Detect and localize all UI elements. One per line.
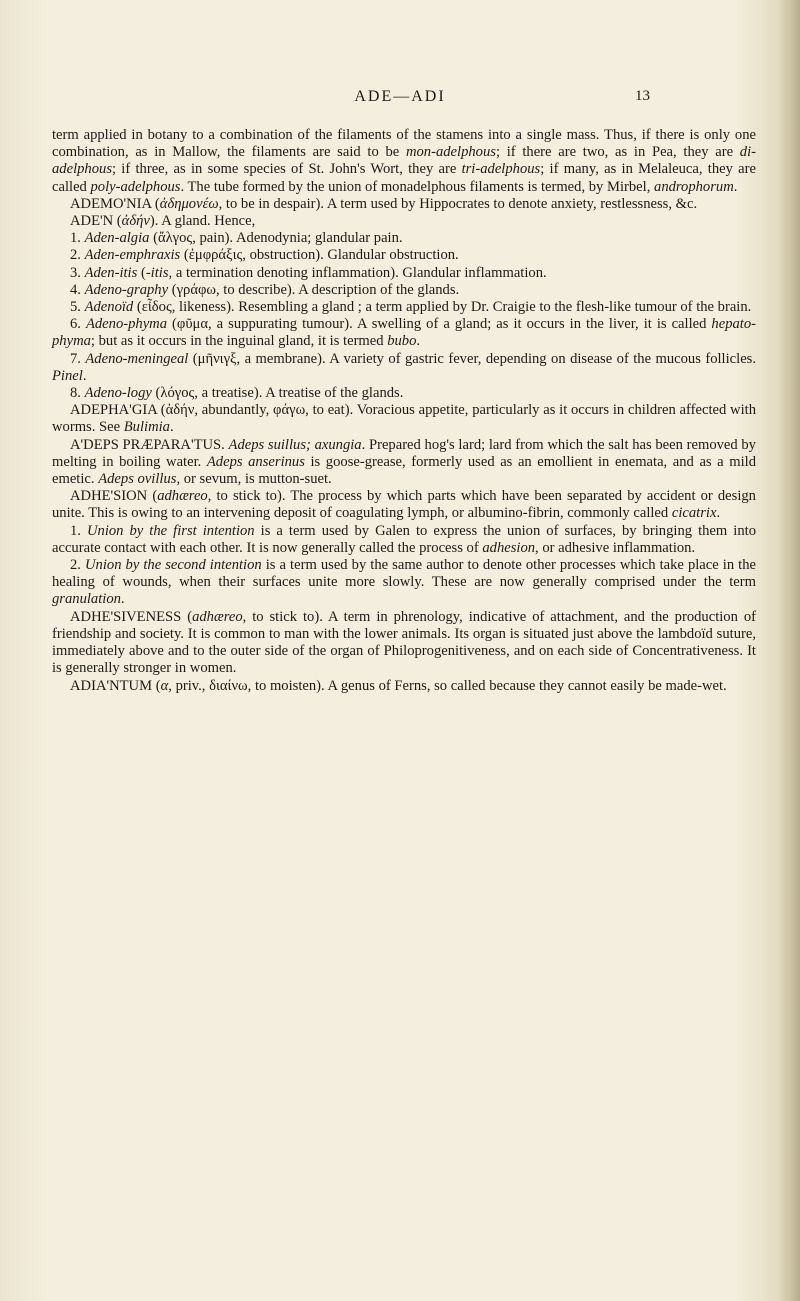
text-run: . [169,419,174,436]
italic-term: ἀδήν [121,213,150,230]
dictionary-entry [52,609,756,678]
italic-term: Adeno-graphy [84,281,169,298]
italic-term: Adeps suillus; axungia [228,436,362,453]
italic-term: Adeno-logy [84,385,152,402]
italic-term: tri-adelphous [461,161,541,178]
sub-entry [52,385,756,402]
sub-entry [52,299,756,316]
sub-entry [52,282,756,299]
text-run: 8. [70,385,85,402]
text-run: ; if there are two, as in Pea, they are [495,144,740,161]
text-run: is a term used by the same author to denote other processes which take place in the healing of wounds, when their surfaces unite more slowly. These are now generally comprised under the term [52,557,757,591]
dictionary-entry [52,196,756,213]
text-run: 2. [70,247,85,264]
italic-term: ἀδημονέω [159,195,219,212]
text-run: . [82,367,87,384]
text-run: (ἐμφράξις, obstruction). Glandular obstruction. [180,247,459,264]
text-run: ; if many, as in Melaleuca, they are called [52,161,756,195]
italic-term: granulation [52,591,121,608]
italic-term: Adeno-meningeal [85,350,189,367]
sub-entry [52,265,756,282]
italic-term: poly-adelphous [90,178,181,195]
text-run: 6. [70,316,86,333]
text-run: ADHE'SION ( [70,488,158,505]
italic-term: cicatrix [671,505,717,522]
italic-term: Adeno-phyma [85,316,168,333]
dictionary-entry [52,678,756,695]
running-head: ADE—ADI [354,88,446,105]
text-run: (μῆνιγξ, a membrane). A variety of gastric fever, depending on disease of the mucous follicles. [188,350,757,367]
italic-term: Aden-itis [84,264,138,281]
text-run: , to be in despair). A term used by Hippocrates to denote anxiety, restlessness, &c. [218,195,698,212]
page-edge-shadow [778,0,800,1301]
italic-term: Aden-algia [84,230,150,247]
text-run: ; but as it occurs in the inguinal gland, it is termed [90,333,388,350]
italic-term: Bulimia [123,419,170,436]
text-run: 1. [70,522,87,539]
text-run: , a termination denoting inflammation). Glandular inflammation. [168,264,547,281]
text-run: . The tube formed by the union of monadelphous filaments is termed, by Mirbel, [180,178,655,195]
italic-term: Adenoïd [84,299,134,316]
text-run: is a term used by Galen to express the union of surfaces, by bringing them into accurate contact with each other. It is now generally called the process of [52,522,756,556]
sub-entry [52,316,756,350]
italic-term: bubo [387,333,417,350]
text-run: 7. [70,350,86,367]
sub-entry [52,523,756,557]
page-header [0,88,800,112]
text-run: is goose-grease, formerly used as an emollient in enemata, and as a mild emetic. [52,453,757,488]
text-run: A'DEPS PRÆPARA'TUS. [70,436,229,453]
italic-term: Pinel [52,367,83,384]
italic-term: mon-adelphous [405,144,496,161]
text-run: 4. [70,281,85,298]
italic-term: di-adelphous [52,144,756,178]
italic-term: Adeps ovillus [98,471,177,488]
text-run: term applied in botany to a combination of the filaments of the stamens into a single mass. Thus, if there is only one combination, as in Mallow, the filaments are said to be [52,127,756,161]
text-run: (ἄλγος, pain). Adenodynia; glandular pain. [149,230,403,247]
text-run: ADHE'SIVENESS ( [70,608,193,625]
page-number: 13 [635,88,650,104]
dictionary-entry [52,488,756,522]
text-run: . [716,505,721,522]
italic-term: adhæreo [192,608,243,625]
text-run: ADEPHA'GIA (ἀδήν, abundantly, φάγω, to eat). Voracious appetite, particularly as it occurs in children affected with worms. See [52,402,756,436]
italic-term: Aden-emphraxis [84,247,181,264]
continued-text [52,127,756,196]
text-run: , or adhesive inflammation. [535,539,696,556]
text-run: ADE'N ( [70,213,122,230]
italic-term: hepato-phyma [52,316,757,350]
text-run: ; if three, as in some species of St. John's Wort, they are [112,161,462,178]
text-run: (γράφω, to describe). A description of the glands. [168,281,460,298]
sub-entry [52,247,756,264]
text-run: ). A gland. Hence, [149,213,256,230]
italic-term: androphorum [654,178,734,195]
dictionary-entry [52,402,756,436]
sub-entry [52,230,756,247]
italic-term: -itis [145,264,169,281]
text-run: , or sevum, is mutton-suet. [176,471,332,488]
text-run: , priv., διαίνω, to moisten). A genus of Ferns, so called because they cannot easily be made-wet. [168,677,727,694]
text-run: . [733,178,738,195]
text-run: ( [137,264,146,281]
text-run: 2. [70,557,85,574]
text-run: ADEMO'NIA ( [70,195,160,212]
italic-term: adhesion [482,539,536,556]
text-run: 5. [70,299,85,316]
sub-entry [52,557,756,609]
text-run: . [120,591,125,608]
dictionary-entry [52,213,756,230]
text-run: . Prepared hog's lard; lard from which the salt has been removed by melting in boiling water. [52,436,756,470]
text-run: , to stick to). A term in phrenology, indicative of attachment, and the production of friendship and society. It is common to man with the lower animals. Its organ is situated just above the lambdoïd suture, immediately above and to the outer side of the organ of Philoprogenitiveness, and on each side of Concentrativeness. It is generally stronger in women. [52,608,756,677]
sub-entry [52,351,756,385]
italic-term: α [160,677,169,694]
text-run: , to stick to). The process by which parts which have been separated by accident or design unite. This is owing to an intervening deposit of coagulating lymph, or albumino-fibrin, commonly called [52,488,756,522]
text-run: (λόγος, a treatise). A treatise of the glands. [151,385,404,402]
italic-term: Union by the first intention [86,522,255,539]
dictionary-entry [52,437,756,489]
dictionary-text [52,127,756,695]
text-run: 3. [70,264,85,281]
text-run: (εἶδος, likeness). Resembling a gland ; a term applied by Dr. Craigie to the flesh-like tumour of the brain. [133,299,752,316]
text-run: . [416,333,421,350]
text-run: 1. [70,230,85,247]
italic-term: adhæreo [157,488,208,505]
italic-term: Adeps anserinus [206,453,305,470]
text-run: (φῦμα, a suppurating tumour). A swelling of a gland; as it occurs in the liver, it is called [167,316,712,333]
italic-term: Union by the second intention [85,557,262,574]
text-run: ADIA'NTUM ( [70,677,161,694]
